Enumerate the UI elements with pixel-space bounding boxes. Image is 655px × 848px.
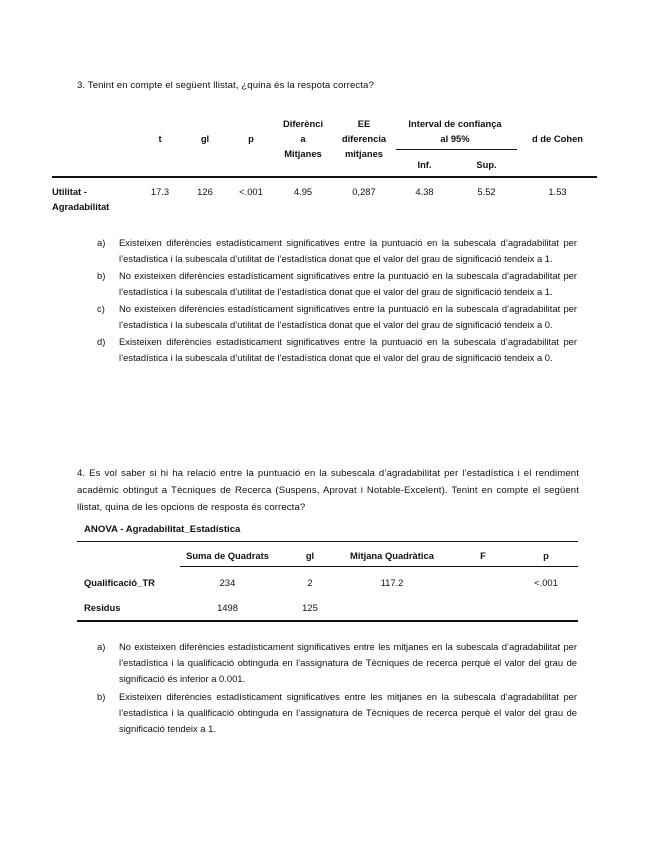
col-header-diferencia [272, 116, 334, 161]
col-header-p: p [543, 550, 549, 561]
cell-cohen: 1.53 [548, 186, 567, 197]
col-header-interval [393, 116, 517, 146]
option-c[interactable] [77, 301, 577, 332]
cell-inf: 4.38 [415, 186, 434, 197]
option-text: No existeixen diferències estadísticament significatives entre la puntuació en la subescala d’agradabilitat per l’estadística i la subescala d’utilitat de l’estadística donat que el valor del grau de significació tendeix a 0. [119, 303, 577, 330]
option-letter: b) [97, 270, 106, 281]
col-header-f: F [480, 550, 486, 561]
interval-divider [396, 149, 517, 150]
cell-gl: 2 [307, 577, 313, 588]
option-letter: c) [97, 303, 105, 314]
row-label-line2: Agradabilitat [52, 201, 110, 212]
col-header-diferencia-line1: Diferènci [282, 118, 324, 129]
option-a[interactable] [77, 235, 577, 266]
col-header-diferencia-line2: a [300, 133, 306, 144]
row-label-qualificacio: Qualificació_TR [84, 577, 155, 588]
cell-diferencia: 4.95 [293, 186, 313, 197]
anova-top-rule [77, 541, 578, 542]
q4-options [77, 639, 577, 739]
col-header-ee-line1: EE [357, 118, 371, 129]
option-text: Existeixen diferències estadísticament significatives entre la puntuació en la subescala d’agradabilitat per l’estadística i la subescala d’utilitat de l’estadística donat que el valor del grau de significació tendeix a 1. [119, 237, 577, 264]
cell-ee: 0,287 [352, 186, 376, 197]
option-text: No existeixen diferències estadísticament significatives entre les mitjanes en la subescala d’agradabilitat per l’estadística i la qualificació obtinguda en l’assignatura de Tècniques de recerca perquè el valor del grau de significació és inferior a 0.001. [119, 641, 577, 684]
col-header-diferencia-line3: Mitjanes [284, 148, 322, 159]
col-header-suma: Suma de Quadrats [186, 550, 269, 561]
option-b[interactable] [77, 689, 577, 737]
col-header-ee-line2: diferencia [341, 133, 387, 144]
cell-gl: 125 [302, 602, 318, 613]
col-header-gl: gl [305, 550, 315, 561]
option-text: Existeixen diferències estadísticament significatives entre la puntuació en la subescala d’agradabilitat per l’estadística i la subescala d’utilitat de l’estadística donat que el valor del grau de significació tendeix a 0. [119, 336, 577, 363]
cell-p: <.001 [534, 577, 558, 588]
col-header-cohen: d de Cohen [531, 133, 584, 144]
option-text: Existeixen diferències estadísticament significatives entre les mitjanes en la subescala d’agradabilitat per l’estadística i la qualificació obtinguda en l’assignatura de Tècniques de recerca perquè el valor del grau de significació tendeix a 1. [119, 691, 577, 734]
col-header-ee-line3: mitjanes [344, 148, 384, 159]
col-header-p: p [248, 133, 254, 144]
cell-mitjana: 117.2 [380, 577, 404, 588]
anova-caption: ANOVA - Agradabilitat_Estadística [84, 524, 241, 535]
col-header-inf: Inf. [417, 159, 432, 170]
cell-sup: 5.52 [477, 186, 496, 197]
row-label-line1: Utilitat - [52, 186, 87, 197]
anova-bottom-rule [77, 620, 578, 622]
cell-p: <.001 [239, 186, 263, 197]
col-header-mitjana: Mitjana Quadràtica [350, 550, 434, 561]
row-label-residus: Residus [84, 602, 121, 613]
option-d[interactable] [77, 334, 577, 365]
col-header-t: t [158, 133, 162, 144]
q3-options [77, 235, 577, 367]
col-header-gl: gl [200, 133, 210, 144]
option-letter: d) [97, 336, 106, 347]
table-header-rule [52, 176, 597, 178]
col-header-ee [333, 116, 395, 161]
cell-t: 17.3 [150, 186, 170, 197]
option-text: No existeixen diferències estadísticament significatives entre la puntuació en la subescala d’agradabilitat per l’estadística i la subescala d’utilitat de l’estadística donat que el valor del grau de significació tendeix a 1. [119, 270, 577, 297]
option-b[interactable] [77, 268, 577, 299]
cell-gl: 126 [197, 186, 213, 197]
option-letter: b) [97, 691, 106, 702]
question-3-title: 3. Tenint en compte el següent llistat, ¿quina és la respota correcta? [77, 80, 374, 91]
option-letter: a) [97, 641, 106, 652]
question-4-title: 4. Es vol saber si hi ha relació entre la puntuació en la subescala d’agradabilitat per l’estadística i el rendiment acadèmic obtingut a Tècniques de Recerca (Suspens, Aprovat i Notable-Excelent). Tenint en compte el següent llistat, quina de les opcions de resposta és correcta? [77, 468, 579, 513]
option-letter: a) [97, 237, 106, 248]
cell-suma: 234 [219, 577, 236, 588]
row-label [52, 184, 109, 214]
col-header-sup: Sup. [476, 159, 497, 170]
col-header-interval-line1: Interval de confiança [408, 118, 502, 129]
anova-header-rule [180, 566, 578, 567]
cell-suma: 1498 [217, 602, 238, 613]
option-a[interactable] [77, 639, 577, 687]
col-header-interval-line2: al 95% [440, 133, 470, 144]
